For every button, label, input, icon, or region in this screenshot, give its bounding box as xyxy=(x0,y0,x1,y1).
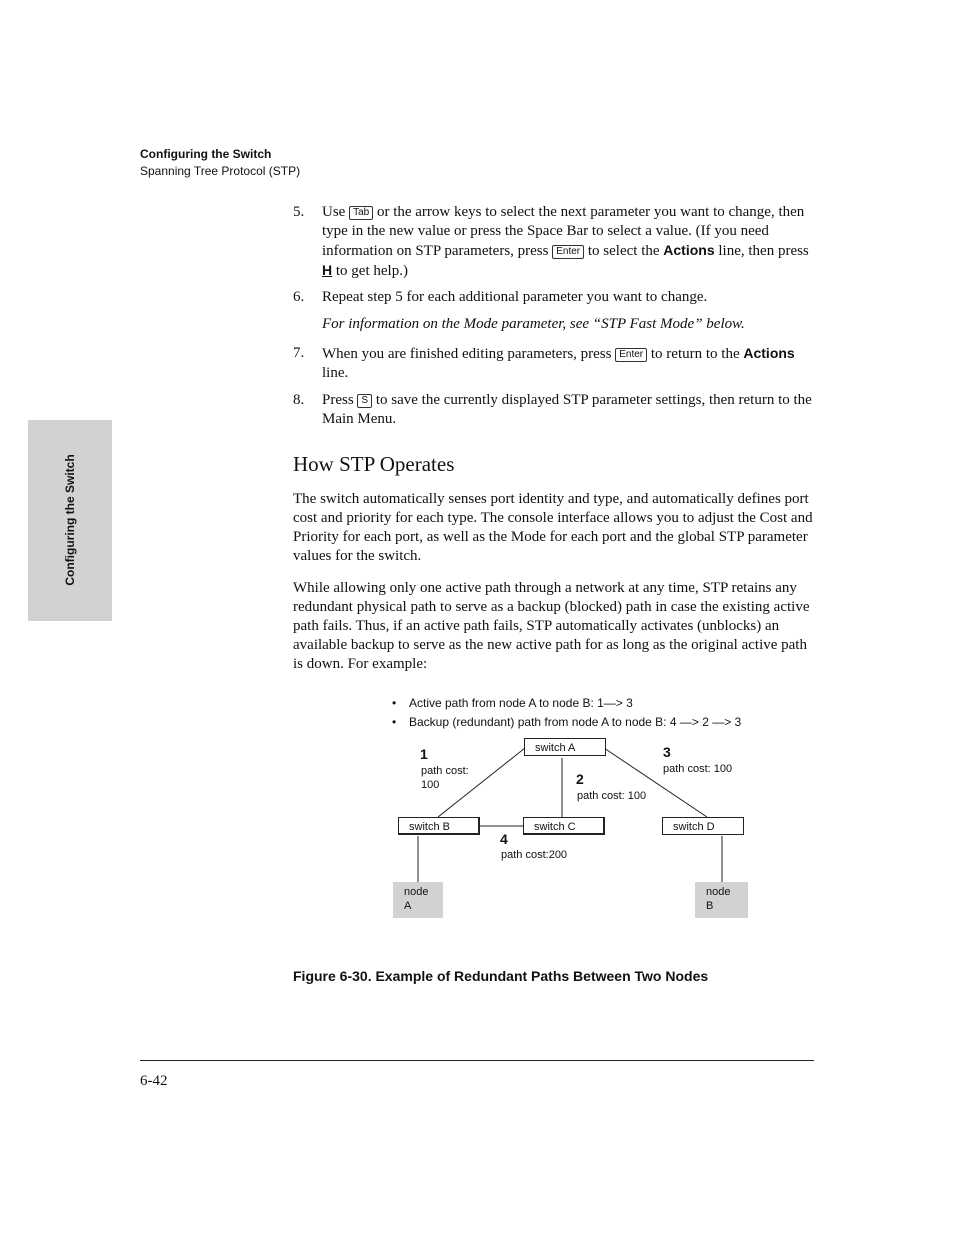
step-number: 7. xyxy=(293,345,305,361)
actions-label: Actions xyxy=(743,345,795,361)
link-1-number: 1 xyxy=(420,746,428,762)
list-item: • Active path from node A to node B: 1—> 3 xyxy=(392,694,741,713)
redundant-path-diagram xyxy=(392,736,772,926)
paragraph-2: While allowing only one active path through a network at any time, STP retains any redundant physical path to serve as a backup (blocked) path in case the existing active path fails. Thus, if an active path fails, STP automatically activates (unblocks) an available backup to serve as the new active path for as long as the original active path is down. For example: xyxy=(293,580,810,672)
actions-label: Actions xyxy=(663,242,715,258)
step-number: 6. xyxy=(293,289,305,305)
switch-c-box: switch C xyxy=(523,817,605,835)
link-3-number: 3 xyxy=(663,744,671,760)
switch-a-box: switch A xyxy=(524,738,606,756)
paragraph-1: The switch automatically senses port identity and type, and automatically defines port cost and priority for each type. The console interface allows you to adjust the Cost and Priority for each port, as well as the Mode for each port and the global STP parameter values for the switch. xyxy=(293,491,813,564)
figure-caption: Figure 6-30. Example of Redundant Paths Between Two Nodes xyxy=(293,968,709,984)
s-key: S xyxy=(357,394,372,408)
enter-key: Enter xyxy=(615,348,647,362)
enter-key: Enter xyxy=(552,245,584,259)
page-number: 6-42 xyxy=(140,1073,168,1089)
section-heading: How STP Operates xyxy=(293,452,455,476)
bullet-list xyxy=(392,694,741,732)
link-1-cost: path cost: 100 xyxy=(421,765,469,791)
link-2-cost: path cost: 100 xyxy=(577,790,647,802)
step-text: Repeat step 5 for each additional parameter you want to change. xyxy=(322,289,708,305)
step-number: 5. xyxy=(293,204,305,220)
link-2-number: 2 xyxy=(576,771,584,787)
link-4-cost: path cost:200 xyxy=(501,849,568,861)
running-header-chapter: Configuring the Switch xyxy=(140,147,272,161)
node-a-box: node A xyxy=(393,882,443,918)
step-text: Press S to save the currently displayed STP parameter settings, then return to the Main Menu. xyxy=(322,392,812,427)
node-b-box: node B xyxy=(695,882,748,918)
link-3-cost: path cost: 100 xyxy=(663,763,733,775)
switch-d-box: switch D xyxy=(662,817,744,835)
tab-key: Tab xyxy=(349,206,373,220)
side-tab-label: Configuring the Switch xyxy=(63,454,77,586)
running-header-section: Spanning Tree Protocol (STP) xyxy=(140,164,301,178)
list-item: • Backup (redundant) path from node A to node B: 4 —> 2 —> 3 xyxy=(392,713,741,732)
link-3-line xyxy=(604,748,707,817)
step-text: When you are finished editing parameters, press Enter to return to the Actions line. xyxy=(322,345,795,381)
step-text: Use Tab or the arrow keys to select the next parameter you want to change, then type in the new value or press the Space Bar to select a value. (If you need information on STP parameters, press Enter to select the Actions line, then press H to get help.) xyxy=(322,204,809,279)
step-number: 8. xyxy=(293,392,305,408)
footer-rule xyxy=(140,1060,814,1061)
side-chapter-tab xyxy=(28,420,112,621)
switch-b-box: switch B xyxy=(398,817,480,835)
link-4-number: 4 xyxy=(500,831,508,847)
help-key: H xyxy=(322,262,333,278)
mode-note: For information on the Mode parameter, see “STP Fast Mode” below. xyxy=(322,316,745,332)
